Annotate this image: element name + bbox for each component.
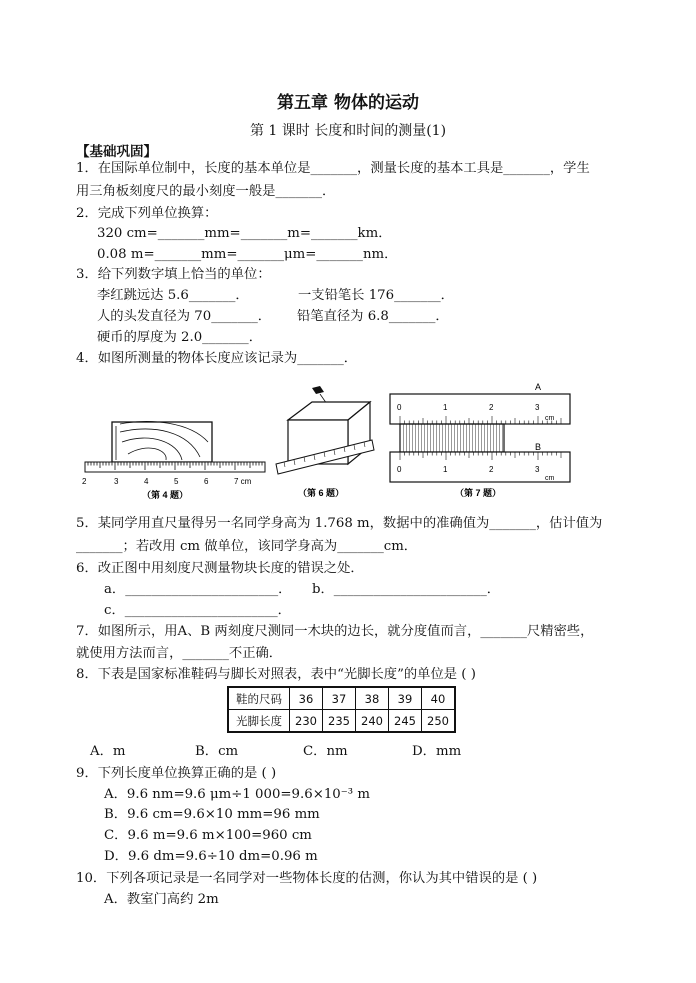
- q2-text: 2．完成下列单位换算：: [76, 206, 218, 221]
- q7-line2: 就使用方法而言，_______不正确．: [76, 646, 283, 661]
- q7-line1: 7．如图所示，用A、B 两刻度尺测同一木块的边长，就分度值而言，_______尺精密些，: [76, 624, 594, 639]
- fig7a-tick-1: 1: [443, 403, 448, 412]
- shoe-size-table: [227, 686, 456, 733]
- q8-option-a: A．m: [90, 744, 126, 759]
- table-header-label: 鞋的尺码: [228, 687, 290, 710]
- q1-line2: 用三角板刻度尺的最小刻度一般是_______．: [76, 184, 336, 199]
- fig7a-unit: cm: [545, 415, 555, 422]
- q2-a: 320 cm=_______mm=_______m=_______km．: [97, 226, 392, 241]
- q8-option-b: B．cm: [195, 744, 239, 759]
- fig6-caption: （第 6 题）: [298, 488, 345, 498]
- q6-c: c．_______________________．: [104, 603, 291, 618]
- q9-option-a: A．9.6 nm=9.6 μm÷1 000=9.6×10⁻³ m: [104, 787, 370, 802]
- table-row: [228, 687, 455, 710]
- section-label: 【基础巩固】: [76, 144, 157, 160]
- table-cell: 245: [389, 710, 422, 733]
- q8-text: 8．下表是国家标准鞋码与脚长对照表，表中“光脚长度”的单位是 ( ): [76, 667, 476, 682]
- table-cell: 250: [422, 710, 456, 733]
- table-cell: 240: [356, 710, 389, 733]
- table-row: [228, 710, 455, 733]
- q9-text: 9．下列长度单位换算正确的是 ( ): [76, 766, 277, 781]
- fig7b-unit: cm: [545, 475, 555, 482]
- fig4-tick-6: 6: [204, 477, 209, 486]
- q4-text: 4．如图所测量的物体长度应该记录为_______．: [76, 351, 358, 366]
- q5-line2: _______；若改用 cm 做单位，该同学身高为_______cm．: [76, 539, 418, 554]
- q2-b: 0.08 m=_______mm=_______μm=_______nm．: [97, 247, 398, 262]
- q5-line1: 5．某同学用直尺量得另一名同学身高为 1.768 m，数据中的准确值为_______，估计值为: [76, 516, 603, 531]
- q3-b1: 人的头发直径为 70_______．: [97, 309, 272, 324]
- q8-option-c: C．nm: [303, 744, 348, 759]
- fig7-label-a: A: [535, 382, 542, 392]
- q10-option-a: A．教室门高约 2m: [104, 892, 219, 907]
- fig7b-tick-1: 1: [443, 465, 448, 474]
- table-row-label: 光脚长度: [228, 710, 290, 733]
- q3-text: 3．给下列数字填上恰当的单位：: [76, 267, 271, 282]
- q9-option-c: C．9.6 m=9.6 m×100=960 cm: [104, 828, 312, 843]
- table-cell: 39: [389, 687, 422, 710]
- q1-line1: 1．在国际单位制中，长度的基本单位是_______，测量长度的基本工具是_______，学生: [76, 161, 590, 176]
- fig4-tick-2: 2: [82, 477, 87, 486]
- eye-icon: [312, 386, 324, 394]
- figure-6: [268, 380, 380, 504]
- fig7a-tick-2: 2: [489, 403, 494, 412]
- fig7b-tick-3: 3: [535, 465, 540, 474]
- fig7a-tick-0: 0: [397, 403, 402, 412]
- fig7a-tick-3: 3: [535, 403, 540, 412]
- q3-c: 硬币的厚度为 2.0_______．: [97, 330, 262, 345]
- figure-7: [385, 380, 577, 504]
- table-cell: 37: [323, 687, 356, 710]
- q6-b: b．_______________________．: [312, 582, 501, 597]
- figure-4: [80, 412, 270, 504]
- q10-text: 10．下列各项记录是一名同学对一些物体长度的估测，你认为其中错误的是 ( ): [76, 871, 538, 886]
- q8-option-d: D．mm: [412, 744, 462, 759]
- q9-option-b: B．9.6 cm=9.6×10 mm=96 mm: [104, 807, 320, 822]
- table-cell: 36: [290, 687, 323, 710]
- fig7b-tick-2: 2: [489, 465, 494, 474]
- table-cell: 38: [356, 687, 389, 710]
- q3-a1: 李红跳远达 5.6_______．: [97, 288, 249, 303]
- q6-text: 6．改正图中用刻度尺测量物块长度的错误之处．: [76, 561, 364, 576]
- q6-a: a．_______________________．: [104, 582, 292, 597]
- lesson-title: 第 1 课时 长度和时间的测量(1): [249, 123, 447, 139]
- q9-option-d: D．9.6 dm=9.6÷10 dm=0.96 m: [104, 849, 318, 864]
- fig4-tick-3: 3: [114, 477, 119, 486]
- q3-b2: 铅笔直径为 6.8_______．: [297, 309, 449, 324]
- fig7-caption: （第 7 题）: [455, 488, 502, 498]
- fig4-caption: （第 4 题）: [142, 490, 189, 500]
- table-cell: 40: [422, 687, 456, 710]
- table-cell: 230: [290, 710, 323, 733]
- chapter-title: 第五章 物体的运动: [277, 93, 419, 113]
- fig4-tick-7: 7 cm: [234, 477, 252, 486]
- table-cell: 235: [323, 710, 356, 733]
- fig7b-tick-0: 0: [397, 465, 402, 474]
- q3-a2: 一支铅笔长 176_______．: [298, 288, 454, 303]
- fig7-label-b: B: [535, 442, 542, 452]
- fig4-tick-5: 5: [174, 477, 179, 486]
- fig4-tick-4: 4: [144, 477, 149, 486]
